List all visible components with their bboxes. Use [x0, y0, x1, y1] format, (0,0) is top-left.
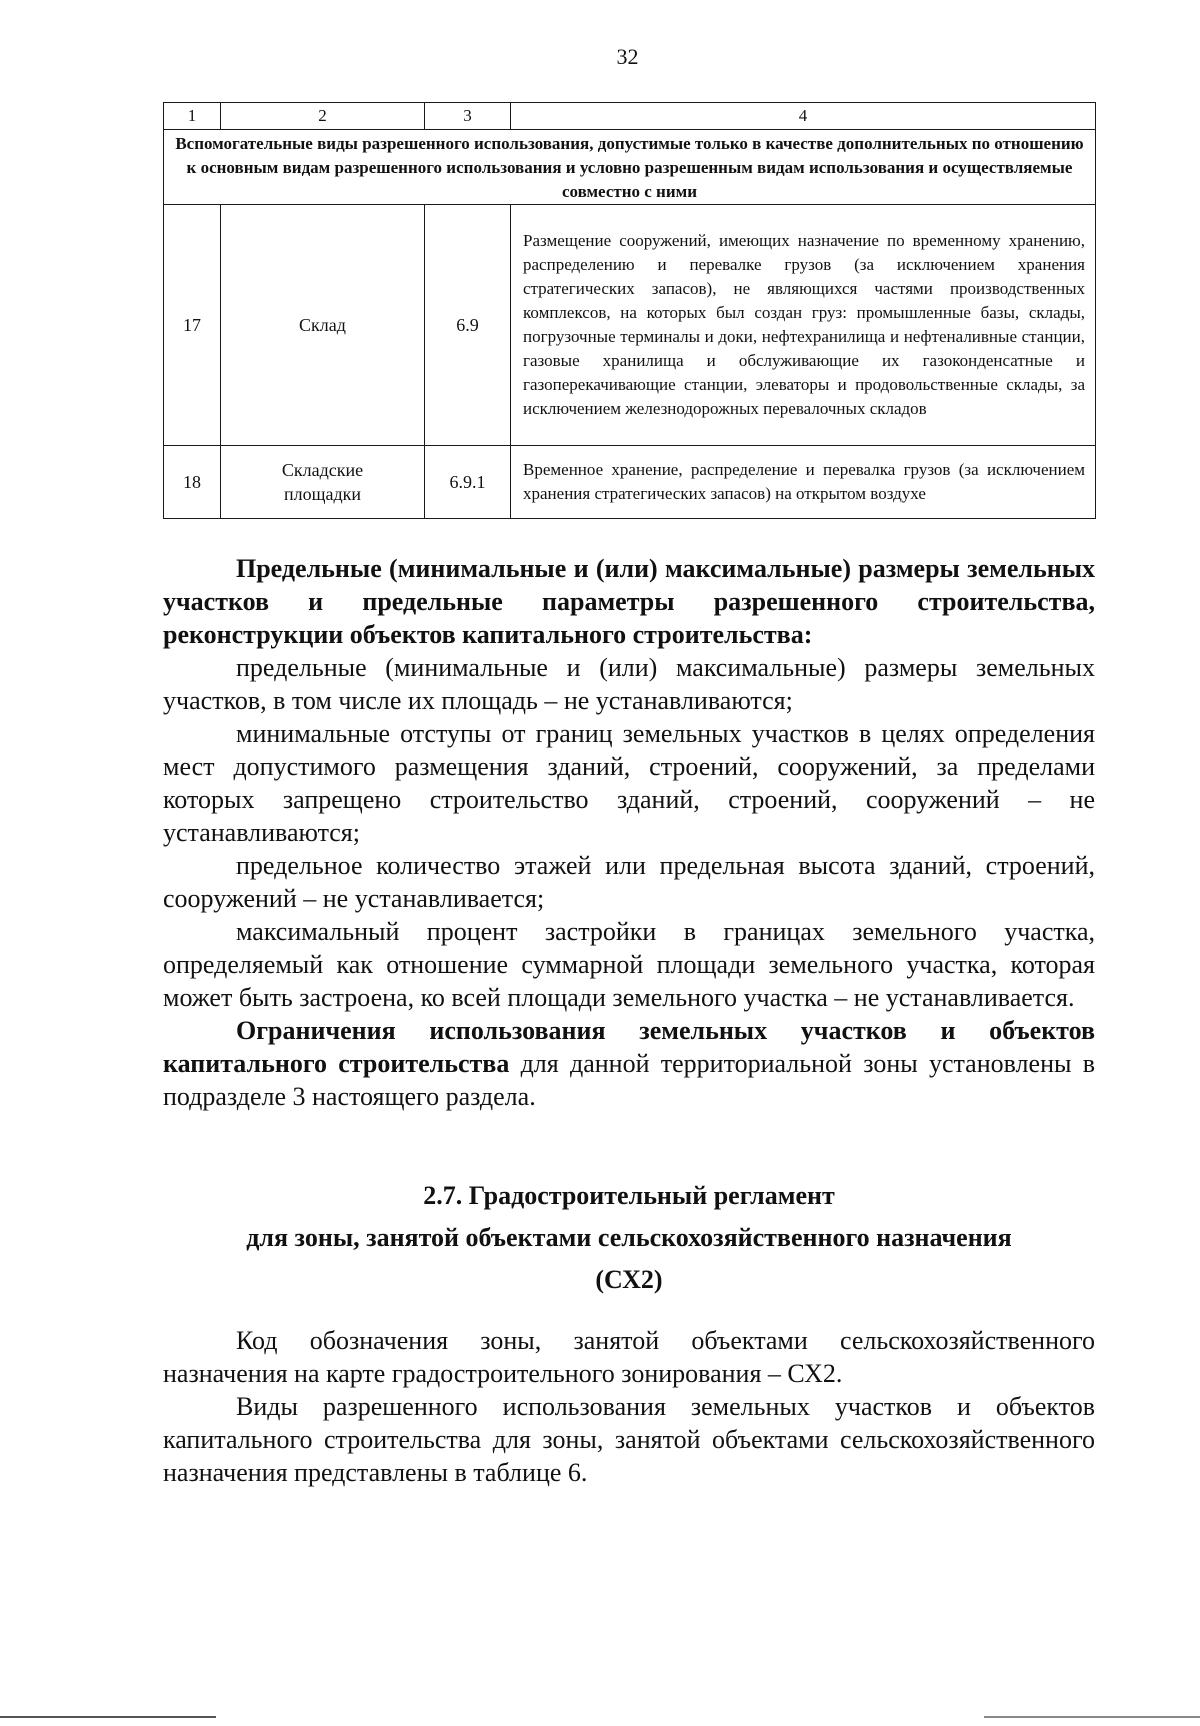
row-number: 18 — [164, 446, 221, 519]
column-number: 3 — [425, 103, 511, 130]
column-number: 1 — [164, 103, 221, 130]
section-paragraph: Код обозначения зоны, занятой объектами сельскохозяйственного назначения на карте градостроительного зонирования – СХ2. — [163, 1326, 1095, 1388]
row-use-code: 6.9 — [425, 205, 511, 446]
limits-paragraph: предельное количество этажей или предельная высота зданий, строений, сооружений – не устанавливается; — [163, 851, 1095, 913]
limits-block — [163, 552, 1095, 1113]
restrictions-text: для данной территориальной зоны установлены в подразделе 3 настоящего раздела. — [163, 1049, 1095, 1111]
limits-heading: Предельные (минимальные и (или) максимальные) размеры земельных участков и предельные параметры разрешенного строительства, реконструкции объектов капитального строительства: — [163, 554, 1095, 649]
scan-edge-line — [0, 1716, 1200, 1718]
table-column-numbers-row — [164, 103, 1096, 130]
table-row — [164, 446, 1096, 519]
row-use-description: Временное хранение, распределение и перевалка грузов (за исключением хранения стратегических запасов) на открытом воздухе — [511, 446, 1096, 519]
row-use-code: 6.9.1 — [425, 446, 511, 519]
section-title-line: 2.7. Градостроительный регламент — [423, 1181, 835, 1210]
row-use-description: Размещение сооружений, имеющих назначение по временному хранению, распределению и перевалке грузов (за исключением хранения стратегических запасов), не являющихся частями производственных комплексов, на которых был создан груз: промышленные базы, склады, погрузочные терминалы и доки, нефтехранилища и нефтеналивные станции, газовые хранилища и обслуживающие их газоконденсатные и газоперекачивающие станции, элеваторы и продовольственные склады, за исключением железнодорожных перевалочных складов — [511, 205, 1096, 446]
table-row — [164, 205, 1096, 446]
limits-paragraph: минимальные отступы от границ земельных участков в целях определения мест допустимого размещения зданий, строений, сооружений, за пределами которых запрещено строительство зданий, строений, сооружений – не устанавливаются; — [163, 719, 1095, 847]
page-number: 32 — [616, 44, 639, 69]
limits-paragraph: предельные (минимальные и (или) максимальные) размеры земельных участков, в том числе их площадь – не устанавливаются; — [163, 653, 1095, 715]
column-number: 4 — [511, 103, 1096, 130]
section-title — [163, 1175, 1095, 1301]
section-paragraph: Виды разрешенного использования земельных участков и объектов капитального строительства для зоны, занятой объектами сельскохозяйственного назначения представлены в таблице 6. — [163, 1392, 1095, 1487]
table-group-heading: Вспомогательные виды разрешенного использования, допустимые только в качестве дополнительных по отношению к основным видам разрешенного использования и условно разрешенным видам использования и осуществляемые совместно с ними — [164, 130, 1096, 205]
restrictions-paragraph — [163, 1014, 1095, 1113]
row-use-name: Складские площадки — [221, 446, 425, 519]
land-use-table — [163, 102, 1096, 519]
column-number: 2 — [221, 103, 425, 130]
row-use-name: Склад — [221, 205, 425, 446]
limits-paragraph: максимальный процент застройки в границах земельного участка, определяемый как отношение суммарной площади земельного участка, которая может быть застроена, ко всей площади земельного участка – не устанавливается. — [163, 917, 1095, 1012]
restrictions-bold-text: Ограничения использования земельных участков и объектов капитального строительства — [163, 1016, 1095, 1078]
section-title-line: для зоны, занятой объектами сельскохозяйственного назначения — [246, 1223, 1012, 1252]
section-body — [163, 1324, 1095, 1489]
section-title-line: (СХ2) — [595, 1265, 663, 1294]
table-group-heading-row — [164, 130, 1096, 205]
row-number: 17 — [164, 205, 221, 446]
